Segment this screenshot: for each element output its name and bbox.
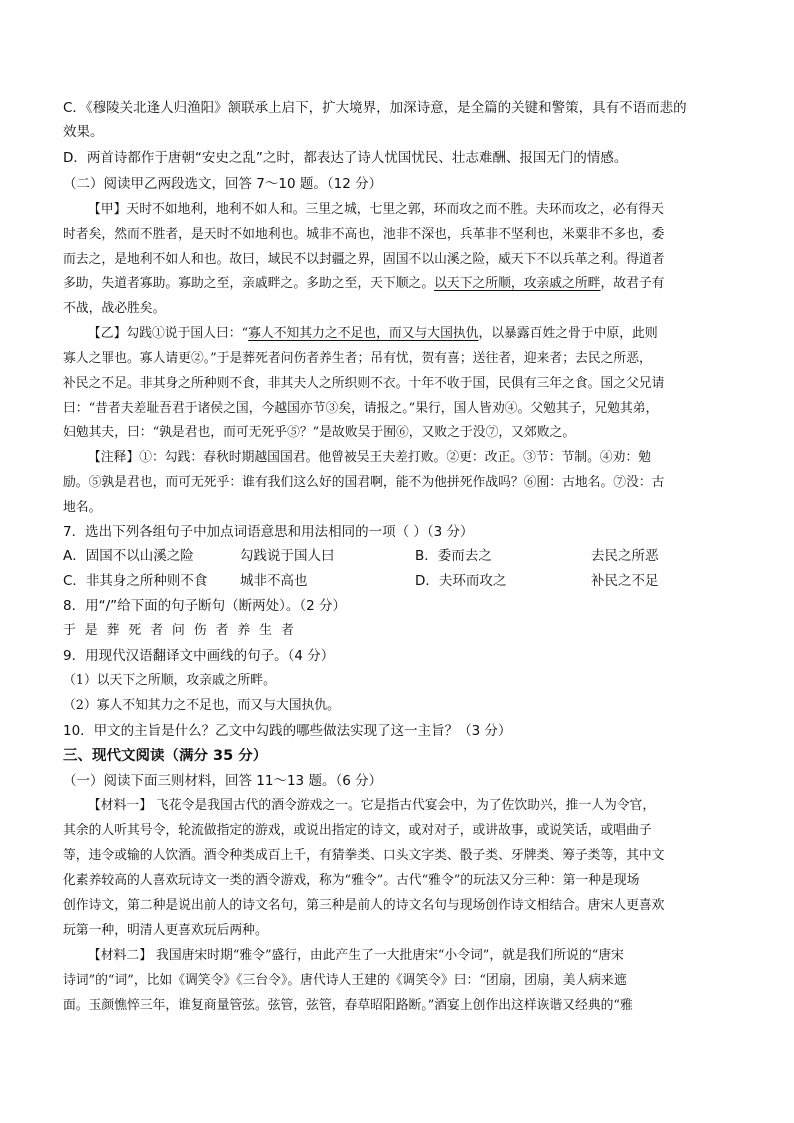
q7-option-a-2: 勾践说于国人曰 — [240, 548, 335, 564]
material-2-line-3: 面。玉颜憔悴三年，谁复商量管弦。弦管，弦管，春草昭阳路断。”酒宴上创作出这样诙谐又经典的“雅 — [63, 998, 633, 1013]
material-1-line-6: 玩第一种，明清人更喜欢玩后两种。 — [63, 923, 268, 938]
question-9: 9．用现代汉语翻译文中画线的句子。（4 分） — [63, 648, 335, 664]
passage-yi-line-1 — [88, 326, 731, 342]
q7-option-c-1: C．非其身之所种则不食 — [63, 573, 208, 589]
option-d-line: D．两首诗都作于唐朝“安史之乱”之时，都表达了诗人忧国忧民、壮志难酬、报国无门的情感。 — [63, 150, 628, 166]
q7-option-d-2: 补民之不足 — [591, 573, 659, 589]
passage-jia-line-4 — [63, 276, 731, 292]
passage-yi-text: 【乙】勾践①说于国人曰：“ — [88, 326, 249, 341]
q7-option-a-1: A．固国不以山溪之险 — [63, 548, 194, 564]
material-2-line-2: 诗词”的“词”，比如《调笑令》《三台令》。唐代诗人王建的《调笑令》曰：“团扇，团扇，美人病来遮 — [63, 973, 627, 988]
q9-item-1: （1）以天下之所顺，攻亲戚之所畔。 — [63, 673, 276, 688]
passage-yi-line-2: 寡人之罪也。寡人请更②。”于是葬死者问伤者养生者；吊有忧，贺有喜；送往者，迎来者；去民之所恶， — [63, 351, 652, 366]
question-7: 7．选出下列各组句子中加点词语意思和用法相同的一项（ ）（3 分） — [63, 524, 474, 540]
passage-yi-line-5: 妇勉其夫，曰：“孰是君也，而可无死乎⑤？”是故败吴于囿⑥，又败之于没⑦，又郊败之。 — [63, 425, 576, 440]
material-1-line-4: 化素养较高的人喜欢玩诗文一类的酒令游戏，称为“雅令”。古代“雅令”的玩法又分三种：第一种是现场 — [63, 873, 640, 888]
section-3-title: 三、现代文阅读（满分 35 分） — [63, 748, 268, 764]
passage-jia-line-1: 【甲】天时不如地利，地利不如人和。三里之城，七里之郭，环而攻之而不胜。夫环而攻之，必有得天 — [88, 202, 664, 217]
question-8: 8．用“/”给下面的句子断句（断两处）。（2 分） — [63, 598, 347, 614]
q9-item-2: （2）寡人不知其力之不足也，而又与大国执仇。 — [63, 698, 340, 713]
passage-jia-text: 多助，失道者寡助。寡助之至，亲戚畔之。多助之至，天下顺之。 — [63, 276, 435, 291]
passage-jia-line-3: 而去之，是地利不如人和也。故曰，域民不以封疆之界，固国不以山溪之险，威天下不以兵革之利。得道者 — [63, 252, 665, 267]
passage-jia-line-2: 时者矣，然而不胜者，是天时不如地利也。城非不高也，池非不深也，兵革非不坚利也，米粟非不多也，委 — [63, 227, 665, 242]
passage-yi-line-4: 曰：“昔者夫差耻吾君于诸侯之国，今越国亦节③矣，请报之。”果行，国人皆劝④。父勉其子，兄勉其弟， — [63, 401, 659, 416]
notes-line-1: 【注释】①：勾践：春秋时期越国国君。他曾被吴王夫差打败。②更：改正。③节：节制。④劝：勉 — [88, 450, 652, 465]
q7-option-c-2: 城非不高也 — [240, 573, 308, 589]
q8-sentence: 于是葬死者问伤者养生者 — [63, 623, 303, 638]
material-2-line-1: 【材料二】 我国唐宋时期“雅令”盛行，由此产生了一大批唐宋“小令词”，就是我们所说的“唐宋 — [88, 948, 624, 963]
q7-option-b-1: B．委而去之 — [415, 548, 492, 564]
underlined-sentence-1: 以天下之所顺，攻亲戚之所畔 — [434, 276, 601, 291]
underlined-sentence-2: 寡人不知其力之不足也，而又与大国执仇 — [248, 326, 479, 341]
passage-yi-line-3: 补民之不足。非其身之所种则不食，非其夫人之所织则不衣。十年不收于国，民俱有三年之食。国之父兄请 — [63, 376, 665, 391]
material-1-line-1: 【材料一】 飞花令是我国古代的酒令游戏之一。它是指古代宴会中，为了佐饮助兴，推一人为令官， — [88, 798, 656, 813]
passage-jia-line-5: 不战，战必胜矣。 — [63, 301, 166, 316]
option-c-line-1: C．《穆陵关北逢人归渔阳》颔联承上启下，扩大境界，加深诗意，是全篇的关键和警策，具有不语而悲的 — [63, 100, 687, 116]
material-1-line-2: 其余的人听其号令，轮流做指定的游戏，或说出指定的诗文，或对对子，或讲故事，或说笑话，或唱曲子 — [63, 823, 652, 838]
section-2-intro: （二）阅读甲乙两段选文，回答 7～10 题。（12 分） — [63, 176, 383, 192]
notes-line-3: 地名。 — [63, 500, 102, 515]
passage-yi-text: ，以暴露百姓之骨于中原，此则 — [478, 326, 658, 341]
section-3-intro: （一）阅读下面三则材料，回答 11～13 题。（6 分） — [63, 773, 383, 789]
question-10: 10．甲文的主旨是什么？乙文中勾践的哪些做法实现了这一主旨？（3 分） — [63, 723, 512, 739]
q7-option-d-1: D．夫环而攻之 — [415, 573, 507, 589]
material-1-line-3: 等，违令或输的人饮酒。酒令种类成百上千，有猜拳类、口头文字类、骰子类、牙牌类、筹子类等，其中文 — [63, 848, 665, 863]
notes-line-2: 励。⑤孰是君也，而可无死乎：谁有我们这么好的国君啊，能不为他拼死作战吗？⑥囿：古地名。⑦没：古 — [63, 475, 665, 490]
option-c-line-2: 效果。 — [63, 124, 104, 140]
material-1-line-5: 创作诗文，第二种是说出前人的诗文名句，第三种是前人的诗文名句与现场创作诗文相结合。唐宋人更喜欢 — [63, 898, 665, 913]
q7-option-b-2: 去民之所恶 — [591, 548, 659, 564]
passage-jia-text: ，故君子有 — [600, 276, 665, 291]
